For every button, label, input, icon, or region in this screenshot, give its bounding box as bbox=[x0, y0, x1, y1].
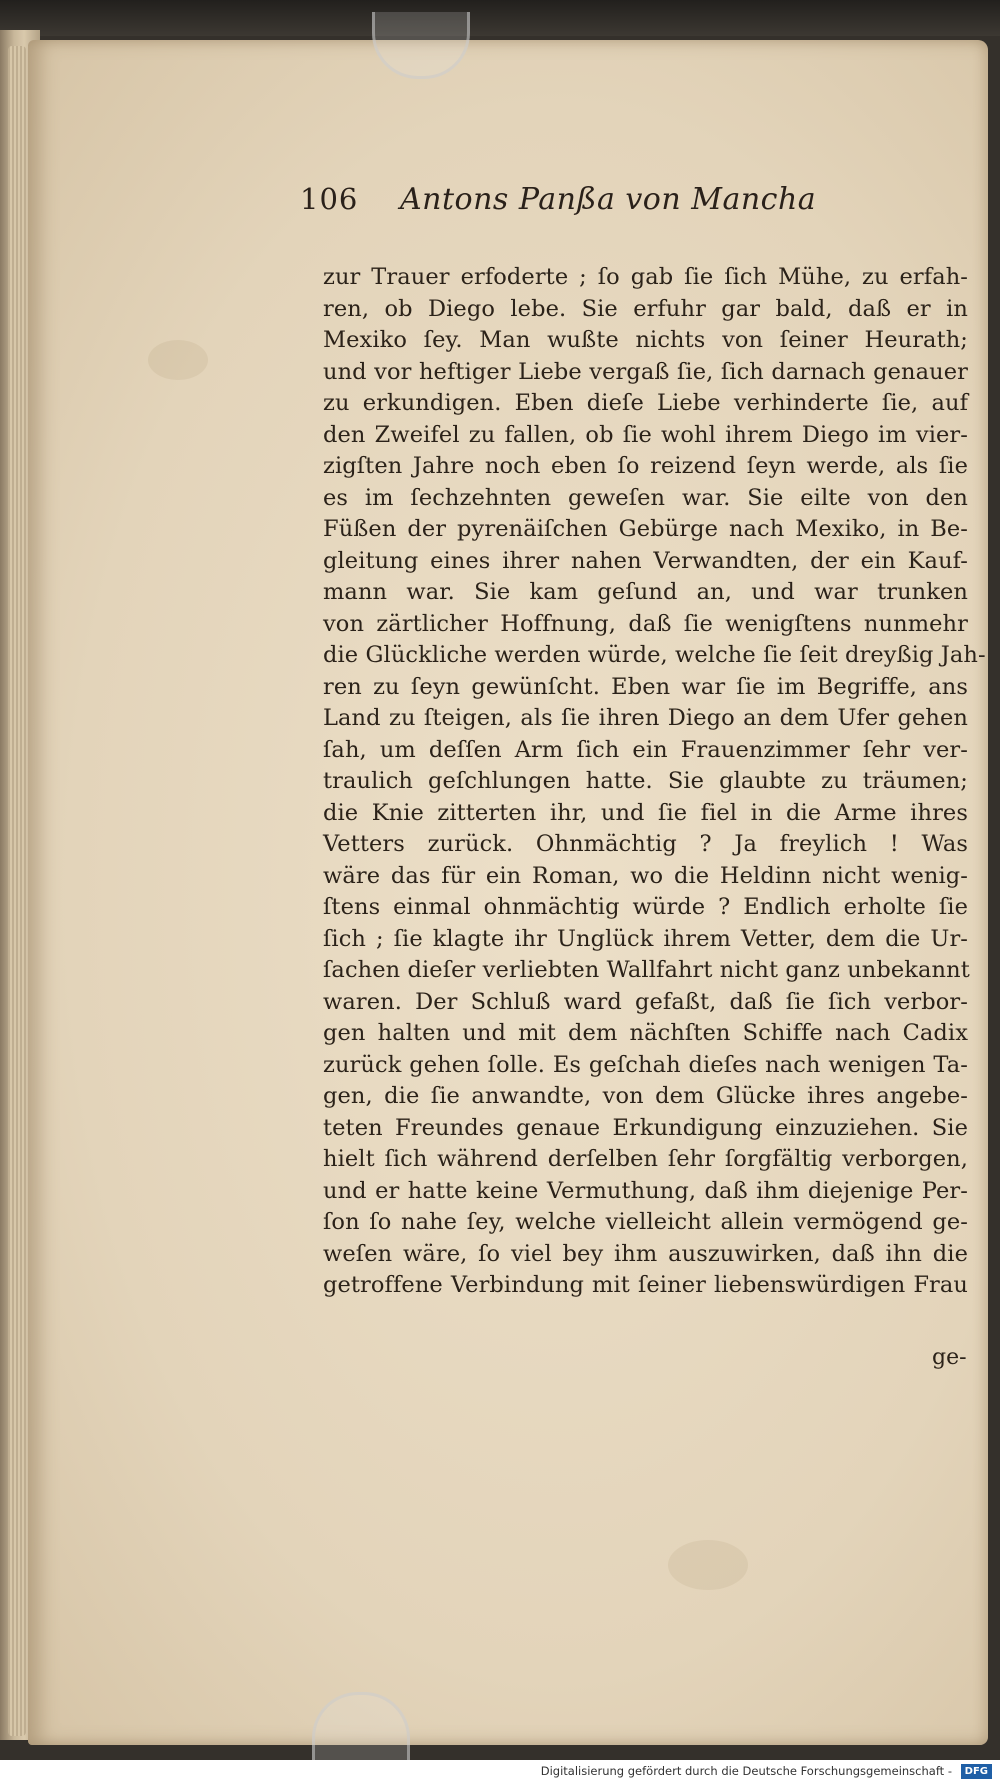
text-line: waren. Der Schluß ward gefaßt, daß ſie ſich verbor- bbox=[323, 988, 968, 1015]
text-line: den Zweifel zu fallen, ob ſie wohl ihrem Diego im vier- bbox=[323, 421, 968, 448]
text-line: getroffene Verbindung mit ſeiner liebenswürdigen Frau bbox=[323, 1272, 968, 1298]
text-line: ſon ſo nahe ſey, welche vielleicht allein vermögend ge- bbox=[323, 1209, 968, 1235]
text-line: ſachen dieſer verliebten Wallfahrt nicht ganz unbekannt bbox=[323, 957, 970, 983]
text-line: und vor heftiger Liebe vergaß ſie, ſich darnach genauer bbox=[323, 358, 968, 385]
text-line: von zärtlicher Hoffnung, daß ſie wenigſtens nunmehr bbox=[323, 610, 968, 637]
catchword: ge- bbox=[932, 1345, 967, 1370]
digitization-footer bbox=[0, 1760, 1000, 1785]
running-head bbox=[300, 182, 860, 222]
text-line: es im ſechzehnten geweſen war. Sie eilte von den bbox=[323, 484, 968, 511]
text-line: die Glückliche werden würde, welche ſie ſeit dreyßig Jah- bbox=[323, 642, 986, 668]
text-line: gen, die ſie anwandte, von dem Glücke ihres angebe- bbox=[323, 1083, 968, 1109]
text-line: gleitung eines ihrer nahen Verwandten, der ein Kauf- bbox=[323, 547, 968, 574]
page-number: 106 bbox=[300, 182, 359, 216]
funding-credit: Digitalisierung gefördert durch die Deutsche Forschungsgemeinschaft - bbox=[540, 1764, 952, 1778]
scanner-background bbox=[0, 0, 1000, 36]
text-line: mann war. Sie kam geſund an, und war trunken bbox=[323, 579, 968, 605]
text-line: Vetters zurück. Ohnmächtig ? Ja freylich ! Was bbox=[323, 831, 968, 857]
text-line: und er hatte keine Vermuthung, daß ihm diejenige Per- bbox=[323, 1177, 968, 1204]
text-line: weſen wäre, ſo viel bey ihm auszuwirken, daß ihn die bbox=[323, 1240, 968, 1267]
text-line: zurück gehen ſolle. Es geſchah dieſes nach wenigen Ta- bbox=[323, 1051, 968, 1078]
text-line: zigſten Jahre noch eben ſo reizend ſeyn werde, als ſie bbox=[323, 453, 968, 479]
text-line: ſtens einmal ohnmächtig würde ? Endlich erholte ſie bbox=[323, 894, 968, 920]
text-line: Land zu ſteigen, als ſie ihren Diego an dem Ufer gehen bbox=[323, 705, 968, 731]
text-line: ſich ; ſie klagte ihr Unglück ihrem Vetter, dem die Ur- bbox=[323, 925, 968, 952]
text-line: zur Trauer erfoderte ; ſo gab ſie ſich Mühe, zu erfah- bbox=[323, 264, 968, 290]
text-line: gen halten und mit dem nächſten Schiffe nach Cadix bbox=[323, 1020, 968, 1046]
dfg-logo: DFG bbox=[961, 1764, 992, 1779]
paper-stain bbox=[668, 1540, 748, 1590]
text-line: zu erkundigen. Eben dieſe Liebe verhinderte ſie, auf bbox=[323, 390, 968, 416]
page-edges bbox=[8, 46, 26, 1736]
text-line: wäre das für ein Roman, wo die Heldinn nicht wenig- bbox=[323, 862, 968, 889]
text-line: teten Freundes genaue Erkundigung einzuziehen. Sie bbox=[323, 1114, 968, 1141]
text-line: ren zu ſeyn gewünſcht. Eben war ſie im Begriffe, ans bbox=[323, 673, 968, 700]
paper-stain bbox=[148, 340, 208, 380]
text-line: ren, ob Diego lebe. Sie erfuhr gar bald, daß er in bbox=[323, 295, 968, 322]
text-line: Mexiko ſey. Man wußte nichts von ſeiner Heurath; bbox=[323, 327, 968, 353]
text-line: Füßen der pyrenäiſchen Gebürge nach Mexiko, in Be- bbox=[323, 516, 968, 542]
text-line: ſah, um deſſen Arm ſich ein Frauenzimmer ſehr ver- bbox=[323, 736, 968, 763]
running-title: Antons Panßa von Mancha bbox=[400, 182, 817, 217]
text-line: hielt ſich während derſelben ſehr ſorgfältig verborgen, bbox=[323, 1146, 968, 1172]
text-line: traulich geſchlungen hatte. Sie glaubte zu träumen; bbox=[323, 768, 968, 794]
text-line: die Knie zitterten ihr, und ſie fiel in die Arme ihres bbox=[323, 799, 968, 826]
body-text bbox=[323, 262, 986, 1302]
